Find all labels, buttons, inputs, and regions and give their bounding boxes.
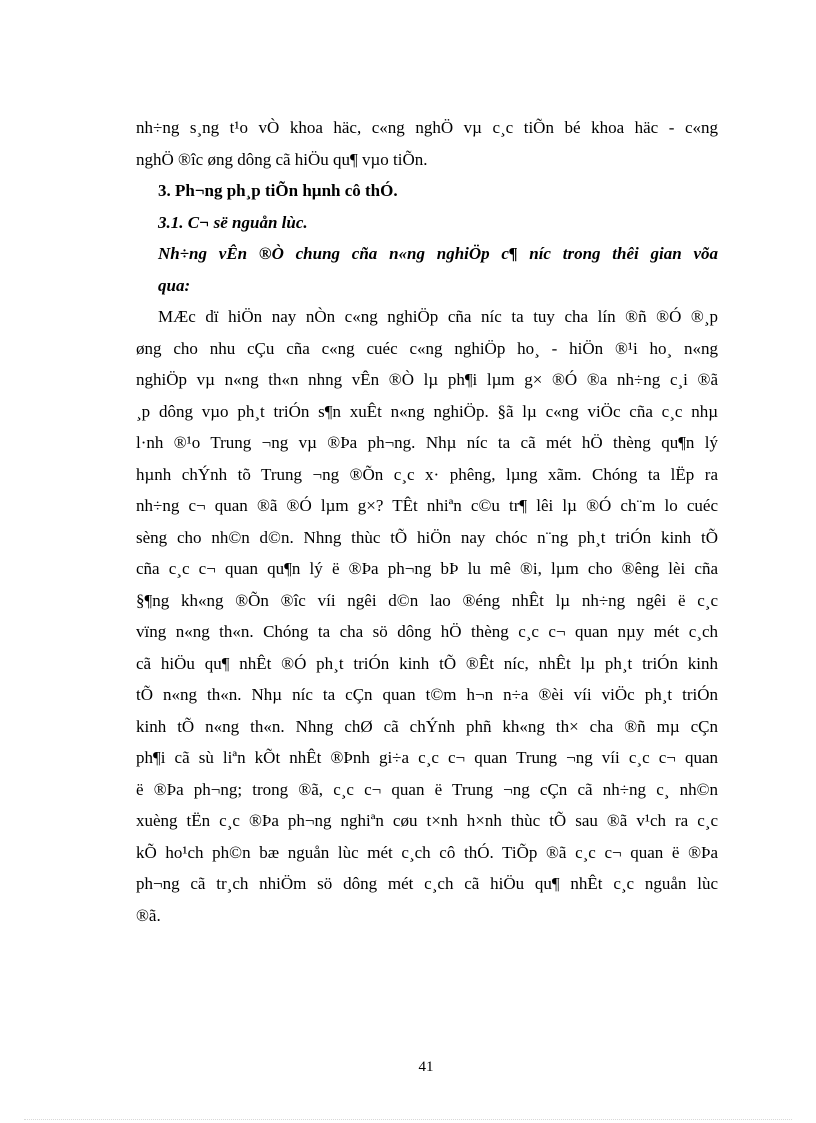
paragraph-line: nh÷ng c¬ quan ®ã ®Ó lµm g×? TÊt nhiªn c©u tr¶ lêi lµ ®Ó ch¨m lo cuéc: [136, 496, 718, 515]
paragraph-line: nghÖ ®îc øng dông cã hiÖu qu¶ vµo tiÕn.: [136, 149, 428, 169]
paragraph-line: sèng cho nh©n d©n. Nhng thùc tÕ hiÖn nay chóc n¨ng ph¸t triÓn kinh tÕ: [136, 527, 718, 547]
paragraph-line: ë ®Þa ph¬ng; trong ®ã, c¸c c¬ quan ë Trung ¬ng cÇn cã nh÷ng c¸ nh©n: [136, 779, 718, 799]
paragraph-line: nghiÖp vµ n«ng th«n nhng vÊn ®Ò lµ ph¶i lµm g× ®Ó ®a nh÷ng c¸i ®ã: [136, 370, 718, 389]
paragraph-line: tÕ n«ng th«n. Nhµ níc ta cÇn quan t©m h¬n n÷a ®èi víi viÖc ph¸t triÓn: [136, 685, 718, 704]
paragraph-line: nh÷ng s¸ng t¹o vÒ khoa häc, c«ng nghÖ vµ c¸c tiÕn bé khoa häc - c«ng: [136, 118, 718, 137]
paragraph-line: l·nh ®¹o Trung ¬ng vµ ®Þa ph¬ng. Nhµ níc ta cã mét hÖ thèng qu¶n lý: [136, 433, 718, 452]
section-heading: 3. Ph¬ng ph¸p tiÕn hµnh cô thÓ.: [158, 181, 398, 200]
paragraph-line: vïng n«ng th«n. Chóng ta cha sö dông hÖ thèng c¸c c¬ quan nµy mét c¸ch: [136, 622, 718, 641]
page-content: [136, 112, 718, 931]
paragraph-line: §¶ng kh«ng ®Õn ®îc víi ngêi d©n lao ®éng nhÊt lµ nh÷ng ngêi ë c¸c: [136, 590, 718, 610]
page-bottom-divider: [24, 1119, 792, 1120]
paragraph-line: cña c¸c c¬ quan qu¶n lý ë ®Þa ph¬ng bÞ lu mê ®i, lµm cho ®êng lèi cña: [136, 559, 718, 578]
paragraph-line: kÕ ho¹ch ph©n bæ nguån lùc mét c¸ch cô thÓ. TiÕp ®ã c¸c c¬ quan ë ®Þa: [136, 842, 718, 862]
subsection-heading: 3.1. C¬ së nguån lùc.: [158, 212, 308, 232]
paragraph-line: hµnh chÝnh tõ Trung ¬ng ®Õn c¸c x· phêng, lµng xãm. Chóng ta lËp ra: [136, 464, 718, 484]
topic-heading-line: Nh÷ng vÊn ®Ò chung cña n«ng nghiÖp c¶ níc trong thêi gian võa: [158, 244, 718, 263]
paragraph-line: xuèng tËn c¸c ®Þa ph¬ng nghiªn cøu t×nh h×nh thùc tÕ sau ®ã v¹ch ra c¸c: [136, 811, 718, 830]
paragraph-line: MÆc dï hiÖn nay nÒn c«ng nghiÖp cña níc ta tuy cha lín ®ñ ®Ó ®¸p: [158, 307, 718, 326]
paragraph-line: ph¶i cã sù liªn kÕt nhÊt ®Þnh gi÷a c¸c c¬ quan Trung ¬ng víi c¸c c¬ quan: [136, 748, 718, 767]
paragraph-line: øng cho nhu cÇu cña c«ng cuéc c«ng nghiÖp ho¸ - hiÖn ®¹i ho¸ n«ng: [136, 338, 718, 358]
topic-heading-line: qua:: [158, 275, 191, 295]
paragraph-line: ®ã.: [136, 905, 161, 925]
paragraph-line: kinh tÕ n«ng th«n. Nhng chØ cã chÝnh phñ kh«ng th× cha ®ñ mµ cÇn: [136, 716, 718, 736]
page-number: 41: [418, 1059, 434, 1075]
paragraph-line: cã hiÖu qu¶ nhÊt ®Ó ph¸t triÓn kinh tÕ ®Êt níc, nhÊt lµ ph¸t triÓn kinh: [136, 653, 718, 673]
paragraph-line: ¸p dông vµo ph¸t triÓn s¶n xuÊt n«ng nghiÖp. §ã lµ c«ng viÖc cña c¸c nhµ: [136, 401, 718, 421]
paragraph-line: ph¬ng cã tr¸ch nhiÖm sö dông mét c¸ch cã hiÖu qu¶ nhÊt c¸c nguån lùc: [136, 874, 718, 893]
